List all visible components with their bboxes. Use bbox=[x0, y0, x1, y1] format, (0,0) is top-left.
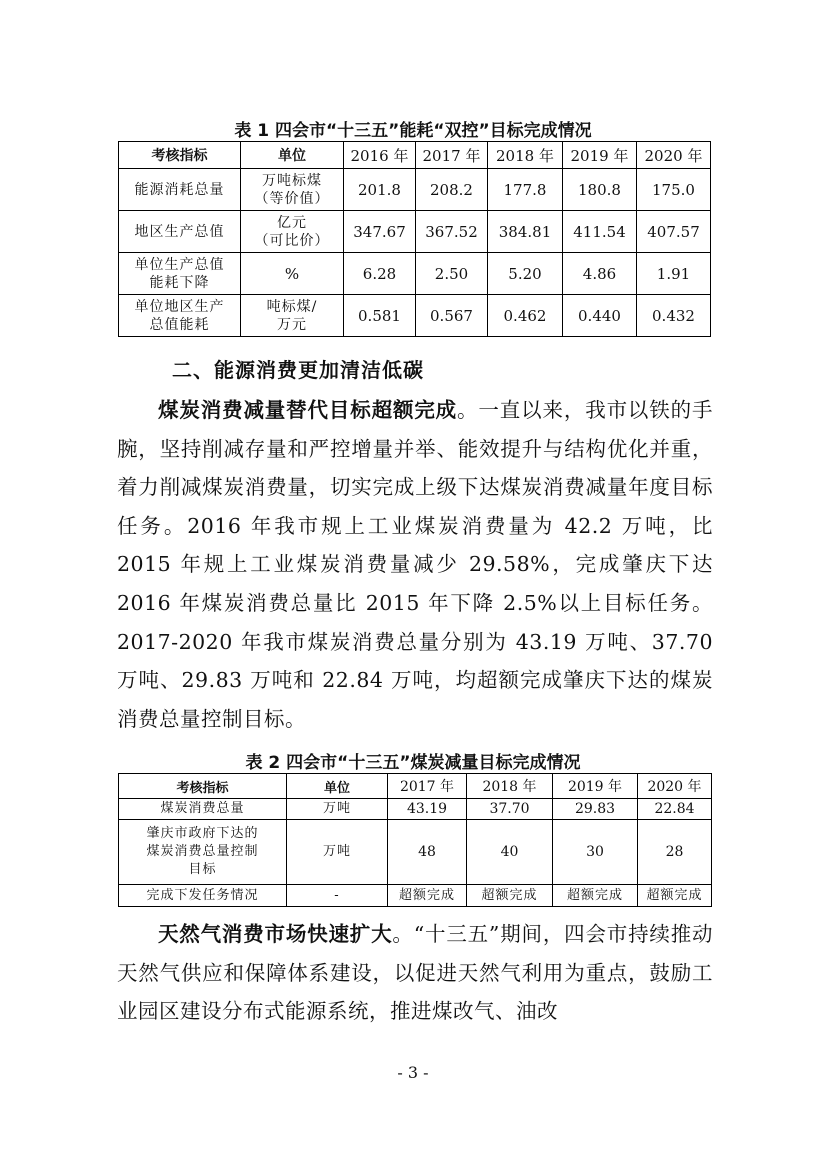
page-number: - 3 - bbox=[397, 1063, 429, 1082]
paragraph-coal bbox=[117, 391, 713, 738]
paragraph-text: 。“十三五”期间，四会市持续推动天然气供应和保障体系建设，以促进天然气利用为重点，鼓励工业园区建设分布式能源系统，推进煤改气、油改 bbox=[117, 922, 713, 1024]
table1-value-cell: 1.91 bbox=[637, 253, 711, 295]
table2-value-cell: 超额完成 bbox=[638, 885, 712, 907]
table1-header-year: 2018 年 bbox=[488, 142, 563, 169]
table2-header-year: 2018 年 bbox=[467, 774, 553, 799]
table2-header-year: 2020 年 bbox=[638, 774, 712, 799]
table2-header-year: 2017 年 bbox=[388, 774, 467, 799]
paragraph-text: 。一直以来，我市以铁的手腕，坚持削减存量和严控增量并举、能效提升与结构优化并重，着力削减煤炭消费量，切实完成上级下达煤炭消费减量年度目标任务。2016 年我市规上工业煤炭消费量为 42.2 万吨，比 2015 年规上工业煤炭消费量减少 29.58%，完成肇庆下达 2016 年煤炭消费总量比 2015 年下降 2.5%以上目标任务。2017-2020 年我市煤炭消费总量分别为 43.19 万吨、37.70 万吨、29.83 万吨和 22.84 万吨，均超额完成肇庆下达的煤炭消费总量控制目标。 bbox=[117, 398, 714, 731]
table2 bbox=[118, 773, 712, 907]
table1-value-cell: 0.581 bbox=[344, 295, 416, 337]
table1-header-year: 2020 年 bbox=[637, 142, 711, 169]
section-heading: 二、能源消费更加清洁低碳 bbox=[172, 358, 424, 382]
table2-unit-cell: 万吨 bbox=[287, 820, 388, 885]
table1-indicator-cell: 能源消耗总量 bbox=[119, 169, 241, 211]
table1-value-cell: 0.432 bbox=[637, 295, 711, 337]
table1-value-cell: 2.50 bbox=[416, 253, 488, 295]
table2-caption: 表 2 四会市“十三五”煤炭减量目标完成情况 bbox=[245, 753, 581, 773]
table2-value-cell: 28 bbox=[638, 820, 712, 885]
table1-value-cell: 347.67 bbox=[344, 211, 416, 253]
paragraph-lead: 天然气消费市场快速扩大 bbox=[158, 922, 393, 946]
table-row bbox=[119, 799, 712, 820]
table1-value-cell: 0.462 bbox=[488, 295, 563, 337]
table1-value-cell: 367.52 bbox=[416, 211, 488, 253]
table1-unit-cell: 亿元 （可比价） bbox=[241, 211, 344, 253]
table-row bbox=[119, 820, 712, 885]
table2-indicator-cell: 煤炭消费总量 bbox=[119, 799, 287, 820]
paragraph-gas bbox=[117, 915, 713, 1031]
table1-header-year: 2017 年 bbox=[416, 142, 488, 169]
table1-header-indicator: 考核指标 bbox=[119, 142, 241, 169]
table2-header-year: 2019 年 bbox=[553, 774, 638, 799]
table2-value-cell: 29.83 bbox=[553, 799, 638, 820]
table-row bbox=[119, 885, 712, 907]
table2-value-cell: 37.70 bbox=[467, 799, 553, 820]
table-row bbox=[119, 169, 711, 211]
table2-header-indicator: 考核指标 bbox=[119, 774, 287, 799]
table1-value-cell: 175.0 bbox=[637, 169, 711, 211]
table2-unit-cell: - bbox=[287, 885, 388, 907]
table1-value-cell: 4.86 bbox=[563, 253, 637, 295]
table1-value-cell: 411.54 bbox=[563, 211, 637, 253]
table2-value-cell: 超额完成 bbox=[553, 885, 638, 907]
table2-unit-cell: 万吨 bbox=[287, 799, 388, 820]
table1-value-cell: 5.20 bbox=[488, 253, 563, 295]
table1-value-cell: 0.440 bbox=[563, 295, 637, 337]
table2-value-cell: 48 bbox=[388, 820, 467, 885]
table1-unit-cell: 万吨标煤 （等价值） bbox=[241, 169, 344, 211]
table1-value-cell: 384.81 bbox=[488, 211, 563, 253]
table2-indicator-cell: 完成下发任务情况 bbox=[119, 885, 287, 907]
table2-value-cell: 40 bbox=[467, 820, 553, 885]
table1-caption: 表 1 四会市“十三五”能耗“双控”目标完成情况 bbox=[234, 121, 592, 141]
paragraph-lead: 煤炭消费减量替代目标超额完成 bbox=[158, 398, 458, 422]
table1-value-cell: 208.2 bbox=[416, 169, 488, 211]
table1-header-unit: 单位 bbox=[241, 142, 344, 169]
table1-value-cell: 180.8 bbox=[563, 169, 637, 211]
table2-indicator-cell: 肇庆市政府下达的 煤炭消费总量控制 目标 bbox=[119, 820, 287, 885]
table1-header-row bbox=[119, 142, 711, 169]
table1-value-cell: 201.8 bbox=[344, 169, 416, 211]
table1-unit-cell: % bbox=[241, 253, 344, 295]
table-row bbox=[119, 295, 711, 337]
table-row bbox=[119, 211, 711, 253]
table1-header-year: 2019 年 bbox=[563, 142, 637, 169]
table1-value-cell: 0.567 bbox=[416, 295, 488, 337]
table2-value-cell: 超额完成 bbox=[467, 885, 553, 907]
table1-unit-cell: 吨标煤/ 万元 bbox=[241, 295, 344, 337]
table1-value-cell: 6.28 bbox=[344, 253, 416, 295]
table1-value-cell: 407.57 bbox=[637, 211, 711, 253]
table1-value-cell: 177.8 bbox=[488, 169, 563, 211]
table2-header-unit: 单位 bbox=[287, 774, 388, 799]
table2-value-cell: 43.19 bbox=[388, 799, 467, 820]
table2-value-cell: 超额完成 bbox=[388, 885, 467, 907]
table2-value-cell: 30 bbox=[553, 820, 638, 885]
table1-indicator-cell: 单位生产总值 能耗下降 bbox=[119, 253, 241, 295]
table1-indicator-cell: 地区生产总值 bbox=[119, 211, 241, 253]
table2-header-row bbox=[119, 774, 712, 799]
table1-header-year: 2016 年 bbox=[344, 142, 416, 169]
table1-indicator-cell: 单位地区生产 总值能耗 bbox=[119, 295, 241, 337]
table-row bbox=[119, 253, 711, 295]
table2-value-cell: 22.84 bbox=[638, 799, 712, 820]
table1 bbox=[118, 141, 711, 337]
